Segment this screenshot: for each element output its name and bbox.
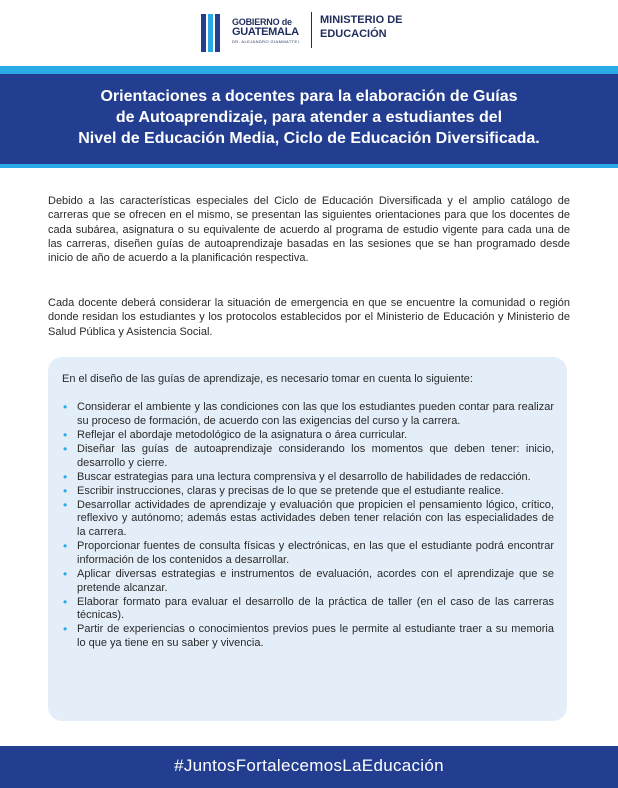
list-item xyxy=(62,623,554,651)
page-title xyxy=(20,86,598,149)
list-item xyxy=(62,443,554,471)
list-item-text: Buscar estrategias para una lectura comprensiva y el desarrollo de habilidades de redacción. xyxy=(77,470,531,483)
gobierno-line2: GUATEMALA xyxy=(232,26,299,38)
gobierno-line3: DR. ALEJANDRO GIAMMATTEI xyxy=(232,39,300,44)
page-header xyxy=(0,0,618,66)
list-item xyxy=(62,540,554,568)
list-item xyxy=(62,471,554,485)
footer-hashtag: #JuntosFortalecemosLaEducación xyxy=(174,756,444,775)
list-item-text: Aplicar diversas estrategias e instrumentos de evaluación, acordes con el aprendizaje que se pretende alcanzar. xyxy=(77,567,554,594)
list-item-text: Elaborar formato para evaluar el desarrollo de la práctica de taller (en el caso de las carreras técnicas). xyxy=(77,595,554,622)
intro-paragraph: Debido a las características especiales del Ciclo de Educación Diversificada y el amplio catálogo de carreras que se ofrecen en el mismo, se presentan las siguientes orientaciones para que los docentes de cada subárea, asignatura o su equivalente de acuerdo al programa de estudio vigente para cada una de las carreras, diseñen guías de autoaprendizaje basadas en las sesiones que se han programado desde inicio de año de acuerdo a la planificación respectiva. xyxy=(48,195,570,265)
gobierno-line1: GOBIERNO de xyxy=(232,17,292,27)
bullet-icon: • xyxy=(63,594,68,609)
banner-top-stripe xyxy=(0,66,618,74)
list-item-text: Diseñar las guías de autoaprendizaje considerando los momentos que deben tener: inicio, desarrollo y cierre. xyxy=(77,442,554,469)
bullet-icon: • xyxy=(63,400,68,414)
list-item-text: Partir de experiencias o conocimientos previos pues le permite al estudiante traer a su memoria lo que ya tiene en su saber y vivencia. xyxy=(77,623,554,650)
bullet-icon: • xyxy=(63,539,68,554)
title-line2: de Autoaprendizaje, para atender a estudiantes del xyxy=(115,109,503,126)
title-line3: Nivel de Educación Media, Ciclo de Educación Diversificada. xyxy=(78,130,540,147)
list-item-text: Escribir instrucciones, claras y precisas de lo que se pretende que el estudiante realice. xyxy=(77,484,504,497)
list-item-text: Considerar el ambiente y las condiciones con las que los estudiantes pueden contar para realizar su proceso de formación, de acuerdo con las exigencias del curso y la carrera. xyxy=(77,401,554,427)
ministerio-line1: MINISTERIO DE xyxy=(320,14,403,26)
banner-bottom-stripe xyxy=(0,164,618,168)
ministerio-logo-text xyxy=(320,13,440,41)
bullet-icon: • xyxy=(63,622,68,637)
bullet-icon: • xyxy=(63,469,68,484)
bullet-icon: • xyxy=(63,441,68,456)
list-item-text: Proporcionar fuentes de consulta físicas y electrónicas, en las que el estudiante podrá encontrar información de los contenidos a desarrollar. xyxy=(77,540,554,566)
ministerio-line2: EDUCACIÓN xyxy=(320,28,387,40)
guidelines-list xyxy=(62,401,554,651)
title-line1: Orientaciones a docentes para la elaboración de Guías xyxy=(100,88,518,105)
page-footer xyxy=(0,746,618,788)
list-item xyxy=(62,596,554,624)
bullet-icon: • xyxy=(63,566,68,581)
list-item xyxy=(62,499,554,540)
guatemala-flag-icon xyxy=(201,14,225,52)
list-item-text: Reflejar el abordaje metodológico de la asignatura o área curricular. xyxy=(77,428,408,441)
bullet-icon: • xyxy=(63,497,68,512)
list-item xyxy=(62,568,554,596)
logo-divider xyxy=(311,12,312,48)
gobierno-logo-text xyxy=(232,17,308,44)
emergency-paragraph: Cada docente deberá considerar la situación de emergencia en que se encuentre la comunidad o región donde residan los estudiantes y los protocolos establecidos por el Ministerio de Educación y Ministerio de Salud Pública y Asistencia Social. xyxy=(48,297,570,338)
guidelines-intro: En el diseño de las guías de aprendizaje, es necesario tomar en cuenta lo siguiente: xyxy=(62,373,473,385)
list-item xyxy=(62,401,554,429)
bullet-icon: • xyxy=(63,427,68,442)
guidelines-box xyxy=(48,357,567,721)
list-item xyxy=(62,485,554,499)
list-item xyxy=(62,429,554,443)
list-item-text: Desarrollar actividades de aprendizaje y evaluación que propicien el pensamiento lógico, crítico, reflexivo y autónomo; además estas actividades deben tener relación con las especialidades de la carrera. xyxy=(77,498,554,539)
bullet-icon: • xyxy=(63,483,68,498)
title-banner xyxy=(0,74,618,164)
